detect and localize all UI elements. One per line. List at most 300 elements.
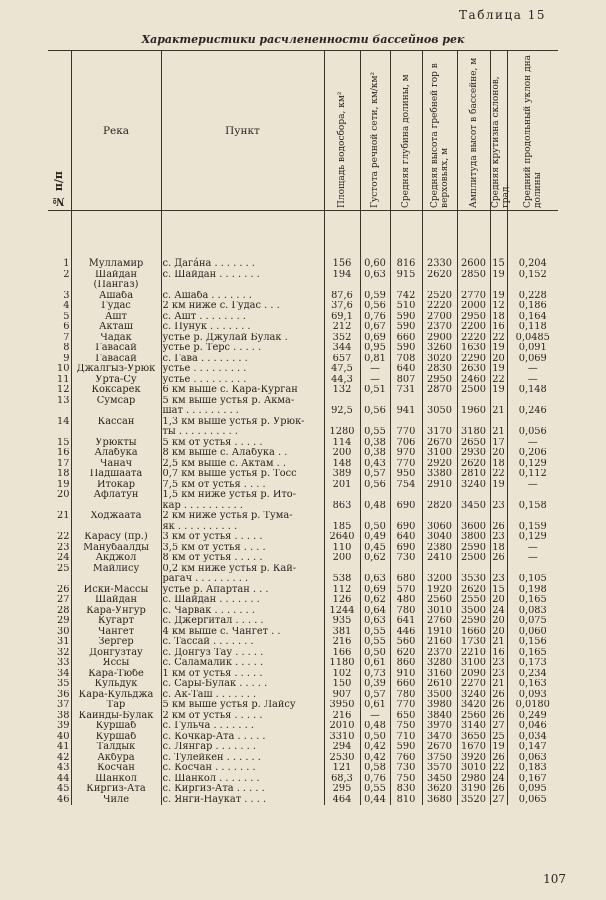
table-row [48, 648, 558, 659]
cell-area: 87,6 [324, 291, 360, 302]
cell-point: 4 км выше с. Чангет . . [161, 627, 324, 638]
cell-amp: 2210 [457, 648, 490, 659]
cell-ridge: 2220 [422, 301, 457, 312]
cell-river: Гудас [71, 301, 161, 312]
cell-area: 657 [324, 354, 360, 365]
cell-point: с. Ашаба . . . . . . . [161, 291, 324, 302]
cell-density: 0,59 [360, 291, 390, 302]
cell-river: Тар [71, 700, 161, 711]
cell-point: 5 км выше устья р. Акма- [161, 396, 324, 407]
cell-gradient: 0,164 [507, 312, 558, 323]
basin-characteristics-table [48, 50, 558, 805]
cell-no [48, 427, 71, 438]
cell-density: 0,55 [360, 627, 390, 638]
cell-no: 9 [63, 353, 70, 364]
cell-no: 41 [57, 742, 70, 752]
cell-area: 37,6 [324, 301, 360, 312]
cell-area: 212 [324, 322, 360, 333]
cell-point: 1,3 км выше устья р. Урюк- [161, 417, 324, 428]
cell-area: 2530 [324, 753, 360, 764]
cell-gradient: 0,046 [507, 721, 558, 732]
cell-amp: 2650 [457, 438, 490, 449]
cell-point: с. Лянгар . . . . . . . [161, 742, 324, 753]
cell-slope: 17 [490, 438, 507, 449]
cell-gradient: 0,112 [507, 469, 558, 480]
cell-no: 2 [63, 269, 70, 280]
cell-depth: 941 [390, 406, 422, 417]
cell-depth: 950 [390, 469, 422, 480]
cell-ridge: 3170 [422, 427, 457, 438]
cell-area: 1180 [324, 658, 360, 669]
table-row [48, 606, 558, 617]
table-body [48, 211, 558, 806]
header-gradient: Средний продольный уклон дна долины [507, 51, 558, 211]
cell-amp: 2810 [457, 469, 490, 480]
cell-ridge: 2950 [422, 375, 457, 386]
cell-point: устье р. Терс . . . . . [161, 343, 324, 354]
cell-area: 121 [324, 763, 360, 774]
cell-ridge: 2370 [422, 322, 457, 333]
table-row [48, 364, 558, 375]
cell-density: 0,63 [360, 270, 390, 281]
cell-gradient: 0,228 [507, 291, 558, 302]
cell-depth: 780 [390, 690, 422, 701]
cell-area: 114 [324, 438, 360, 449]
table-row [48, 438, 558, 449]
cell-ridge: 2370 [422, 648, 457, 659]
cell-ridge: 3620 [422, 784, 457, 795]
cell-no: 26 [57, 584, 70, 595]
header-density: Густота речной сети, км/км² [360, 51, 390, 211]
table-row [48, 480, 558, 491]
cell-gradient: 0,249 [507, 711, 558, 722]
cell-ridge: 3500 [422, 690, 457, 701]
table-row [48, 385, 558, 396]
cell-amp: 2500 [457, 553, 490, 564]
cell-depth: 731 [390, 385, 422, 396]
cell-ridge: 2910 [422, 480, 457, 491]
cell-no: 40 [57, 731, 70, 742]
cell-area: 216 [324, 637, 360, 648]
table-row [48, 406, 558, 417]
cell-ridge: 2830 [422, 364, 457, 375]
table-row [48, 522, 558, 533]
cell-density: 0,44 [360, 795, 390, 806]
cell-density [360, 417, 390, 428]
cell-slope: 12 [490, 301, 507, 312]
cell-no: 1 [63, 258, 70, 269]
cell-ridge: 3570 [422, 763, 457, 774]
cell-river: Яссы [71, 658, 161, 669]
cell-gradient: 0,152 [507, 270, 558, 281]
table-row [48, 711, 558, 722]
cell-area [324, 490, 360, 501]
cell-no: 27 [57, 595, 70, 605]
cell-area: 200 [324, 448, 360, 459]
cell-point: 2 км ниже с. Гудас . . . [161, 301, 324, 312]
cell-point: 6 км выше с. Кара-Курган [161, 385, 324, 396]
cell-no [48, 522, 71, 533]
cell-gradient: 0,118 [507, 322, 558, 333]
cell-ridge: 2820 [422, 501, 457, 512]
cell-no: 12 [57, 385, 70, 395]
table-row [48, 690, 558, 701]
cell-point: с. Джергитал . . . . . [161, 616, 324, 627]
cell-no: 42 [57, 752, 70, 763]
table-row [48, 322, 558, 333]
cell-density: 0,62 [360, 553, 390, 564]
cell-ridge: 2330 [422, 211, 457, 270]
header-amplitude: Амплитуда высот в бассейне, м [457, 51, 490, 211]
cell-amp: 3240 [457, 690, 490, 701]
cell-slope: 19 [490, 480, 507, 491]
cell-density: 0,60 [360, 211, 390, 270]
cell-area: 3950 [324, 700, 360, 711]
cell-river: Джалгыз-Урюк [71, 364, 161, 375]
cell-ridge: 3040 [422, 532, 457, 543]
table-row [48, 742, 558, 753]
cell-amp: 3140 [457, 721, 490, 732]
page-number: 107 [543, 872, 566, 886]
cell-depth: 660 [390, 679, 422, 690]
table-row [48, 564, 558, 575]
cell-river: Падшаата [71, 469, 161, 480]
table-row [48, 553, 558, 564]
cell-no: 10 [57, 364, 70, 374]
cell-depth: 760 [390, 753, 422, 764]
cell-depth: 590 [390, 312, 422, 323]
cell-slope: 26 [490, 690, 507, 701]
cell-point: 0,2 км ниже устья р. Кай- [161, 564, 324, 575]
cell-ridge: 2870 [422, 385, 457, 396]
table-row [48, 784, 558, 795]
cell-gradient: — [507, 553, 558, 564]
cell-area: 112 [324, 585, 360, 596]
cell-density: 0,63 [360, 616, 390, 627]
cell-amp: 3800 [457, 532, 490, 543]
cell-river: Косчан [71, 763, 161, 774]
table-row [48, 585, 558, 596]
table-row [48, 301, 558, 312]
cell-river: Талдык [71, 742, 161, 753]
table-row [48, 774, 558, 785]
cell-amp: 2500 [457, 385, 490, 396]
cell-no: 15 [57, 437, 70, 448]
cell-slope: 19 [490, 742, 507, 753]
cell-gradient: 0,060 [507, 627, 558, 638]
cell-amp [457, 564, 490, 575]
cell-area: 2640 [324, 532, 360, 543]
cell-ridge: 3380 [422, 469, 457, 480]
cell-slope: 26 [490, 700, 507, 711]
cell-river: Манубаалды [71, 543, 161, 554]
table-row [48, 280, 558, 291]
cell-density: 0,56 [360, 301, 390, 312]
cell-no: 4 [63, 301, 70, 311]
cell-area: 3310 [324, 732, 360, 743]
cell-amp: 2590 [457, 543, 490, 554]
table-row [48, 637, 558, 648]
table-row [48, 417, 558, 428]
cell-depth: 710 [390, 732, 422, 743]
cell-depth: 780 [390, 606, 422, 617]
cell-area: 2010 [324, 721, 360, 732]
cell-no: 29 [57, 616, 70, 626]
cell-river: Чанач [71, 459, 161, 470]
cell-depth [390, 396, 422, 407]
cell-area: 126 [324, 595, 360, 606]
cell-ridge: 2760 [422, 616, 457, 627]
cell-density: 0,63 [360, 574, 390, 585]
cell-ridge: 3970 [422, 721, 457, 732]
cell-slope: 20 [490, 616, 507, 627]
cell-depth: 910 [390, 669, 422, 680]
cell-ridge: 2920 [422, 459, 457, 470]
cell-slope: 23 [490, 501, 507, 512]
cell-gradient: 0,198 [507, 585, 558, 596]
cell-river: Кара-Унгур [71, 606, 161, 617]
cell-gradient [507, 417, 558, 428]
cell-density [360, 396, 390, 407]
cell-no: 46 [57, 794, 70, 805]
cell-slope: 24 [490, 606, 507, 617]
cell-density: 0,61 [360, 658, 390, 669]
cell-river: Гавасай [71, 343, 161, 354]
cell-slope: 22 [490, 333, 507, 344]
cell-depth: 750 [390, 721, 422, 732]
cell-slope: 19 [490, 364, 507, 375]
cell-slope: 22 [490, 375, 507, 386]
cell-ridge: 2610 [422, 679, 457, 690]
cell-no: 33 [57, 658, 70, 668]
cell-ridge: 3260 [422, 343, 457, 354]
cell-point: ты . . . . . . . . . . [161, 427, 324, 438]
cell-slope [490, 511, 507, 522]
cell-gradient: 0,095 [507, 784, 558, 795]
cell-river: Ашт [71, 312, 161, 323]
cell-ridge [422, 490, 457, 501]
cell-point: шат . . . . . . . . . [161, 406, 324, 417]
cell-area: 538 [324, 574, 360, 585]
cell-gradient: 0,158 [507, 501, 558, 512]
cell-river: Куршаб [71, 732, 161, 743]
cell-density: 0,58 [360, 763, 390, 774]
cell-no: 14 [57, 416, 70, 427]
cell-gradient: 0,173 [507, 658, 558, 669]
cell-density: 0,67 [360, 322, 390, 333]
table-row [48, 595, 558, 606]
cell-gradient: 0,0485 [507, 333, 558, 344]
cell-gradient: 0,069 [507, 354, 558, 365]
cell-point: с. Донгуз Тау . . . . . [161, 648, 324, 659]
cell-gradient: 0,034 [507, 732, 558, 743]
cell-density: 0,50 [360, 648, 390, 659]
cell-ridge: 3100 [422, 448, 457, 459]
cell-area: 1244 [324, 606, 360, 617]
cell-density: 0,69 [360, 585, 390, 596]
cell-ridge: 3750 [422, 753, 457, 764]
cell-area [324, 417, 360, 428]
cell-area: 156 [324, 211, 360, 270]
cell-river: Киргиз-Ата [71, 784, 161, 795]
cell-amp: 3650 [457, 732, 490, 743]
cell-depth: 570 [390, 585, 422, 596]
cell-amp: 2090 [457, 669, 490, 680]
cell-amp: 2590 [457, 616, 490, 627]
cell-area: 863 [324, 501, 360, 512]
cell-river: Афлатун [71, 490, 161, 501]
cell-density: 0,73 [360, 669, 390, 680]
table-row [48, 616, 558, 627]
cell-no: 19 [57, 479, 70, 490]
cell-ridge [422, 564, 457, 575]
table-row [48, 343, 558, 354]
cell-river: (Пангаз) [71, 280, 161, 291]
cell-slope: 15 [490, 585, 507, 596]
cell-area: 200 [324, 553, 360, 564]
cell-point: 2,5 км выше с. Актам . . [161, 459, 324, 470]
cell-point: 2 км от устья . . . . . [161, 711, 324, 722]
cell-river: Кульдук [71, 679, 161, 690]
cell-gradient: 0,063 [507, 753, 558, 764]
cell-slope [490, 564, 507, 575]
cell-river: Гавасай [71, 354, 161, 365]
cell-area [324, 280, 360, 291]
cell-no: 34 [57, 668, 70, 679]
cell-slope: 25 [490, 732, 507, 743]
cell-point: с. Киргиз-Ата . . . . . [161, 784, 324, 795]
cell-ridge: 3980 [422, 700, 457, 711]
table-row [48, 211, 558, 270]
cell-slope: 21 [490, 679, 507, 690]
cell-density: 0,48 [360, 501, 390, 512]
cell-ridge: 3010 [422, 606, 457, 617]
cell-density: 0,76 [360, 774, 390, 785]
cell-slope: 18 [490, 543, 507, 554]
table-row [48, 511, 558, 522]
cell-point: 5 км от устья . . . . . [161, 438, 324, 449]
cell-river: Донгузтау [71, 648, 161, 659]
cell-density [360, 490, 390, 501]
cell-no: 44 [57, 773, 70, 784]
cell-slope: 20 [490, 627, 507, 638]
cell-density: 0,69 [360, 333, 390, 344]
cell-point: с. Пунук . . . . . . . [161, 322, 324, 333]
cell-ridge [422, 280, 457, 291]
table-row [48, 375, 558, 386]
table-row [48, 427, 558, 438]
table-row [48, 291, 558, 302]
cell-no: 35 [57, 679, 70, 689]
cell-slope: 27 [490, 721, 507, 732]
cell-density: 0,56 [360, 480, 390, 491]
cell-gradient: 0,147 [507, 742, 558, 753]
cell-amp: 2200 [457, 322, 490, 333]
cell-point: 5 км выше устья р. Лайсу [161, 700, 324, 711]
cell-river: Шанкол [71, 774, 161, 785]
cell-point: устье р. Джулай Булак . [161, 333, 324, 344]
cell-point: с. Чарвак . . . . . . . [161, 606, 324, 617]
cell-area: 47,5 [324, 364, 360, 375]
cell-depth: 730 [390, 763, 422, 774]
cell-point: як . . . . . . . . . . [161, 522, 324, 533]
cell-no: 18 [57, 469, 70, 479]
cell-depth: 750 [390, 774, 422, 785]
cell-amp: 2620 [457, 459, 490, 470]
cell-ridge: 2380 [422, 543, 457, 554]
table-row [48, 721, 558, 732]
cell-gradient: 0,105 [507, 574, 558, 585]
cell-slope: 26 [490, 522, 507, 533]
cell-slope: 18 [490, 312, 507, 323]
header-slope: Средняя крутизна склонов, град. [490, 51, 507, 211]
cell-point [161, 280, 324, 291]
cell-slope: 23 [490, 532, 507, 543]
cell-depth [390, 417, 422, 428]
cell-area: 216 [324, 711, 360, 722]
cell-ridge: 3060 [422, 522, 457, 533]
header-ridge: Средняя высота гребней гор в верховьях, м [422, 51, 457, 211]
cell-amp: 2850 [457, 270, 490, 281]
cell-river: Карасу (пр.) [71, 532, 161, 543]
cell-point: 3,5 км от устья . . . . [161, 543, 324, 554]
cell-gradient: 0,204 [507, 211, 558, 270]
cell-depth: 690 [390, 501, 422, 512]
cell-slope: 19 [490, 385, 507, 396]
cell-area: 295 [324, 784, 360, 795]
cell-density: 0,56 [360, 406, 390, 417]
table-row [48, 312, 558, 323]
cell-depth [390, 511, 422, 522]
cell-amp: 2220 [457, 333, 490, 344]
cell-amp: 1630 [457, 343, 490, 354]
cell-gradient: — [507, 480, 558, 491]
cell-amp: 2560 [457, 711, 490, 722]
cell-gradient [507, 396, 558, 407]
cell-area: 150 [324, 679, 360, 690]
table-row [48, 459, 558, 470]
cell-depth: 650 [390, 711, 422, 722]
cell-depth: 816 [390, 211, 422, 270]
table-row [48, 669, 558, 680]
cell-amp: 1660 [457, 627, 490, 638]
cell-slope [490, 490, 507, 501]
cell-point: с. Шайдан . . . . . . . [161, 595, 324, 606]
cell-ridge: 2620 [422, 270, 457, 281]
cell-gradient: — [507, 543, 558, 554]
cell-river: Кугарт [71, 616, 161, 627]
cell-river [71, 501, 161, 512]
cell-gradient: 0,065 [507, 795, 558, 806]
cell-depth: 860 [390, 658, 422, 669]
cell-point: с. Гульча . . . . . . . [161, 721, 324, 732]
cell-depth: 830 [390, 784, 422, 795]
cell-depth: 590 [390, 742, 422, 753]
cell-density: — [360, 711, 390, 722]
cell-ridge: 2900 [422, 333, 457, 344]
cell-depth: 680 [390, 574, 422, 585]
cell-depth: 590 [390, 322, 422, 333]
cell-point: с. Гава . . . . . . . . [161, 354, 324, 365]
cell-slope: 24 [490, 774, 507, 785]
cell-amp: 2000 [457, 301, 490, 312]
cell-ridge: 3840 [422, 711, 457, 722]
table-row [48, 795, 558, 806]
cell-depth: 754 [390, 480, 422, 491]
cell-river: Урюкты [71, 438, 161, 449]
cell-no [48, 501, 71, 512]
cell-no: 38 [57, 710, 70, 721]
